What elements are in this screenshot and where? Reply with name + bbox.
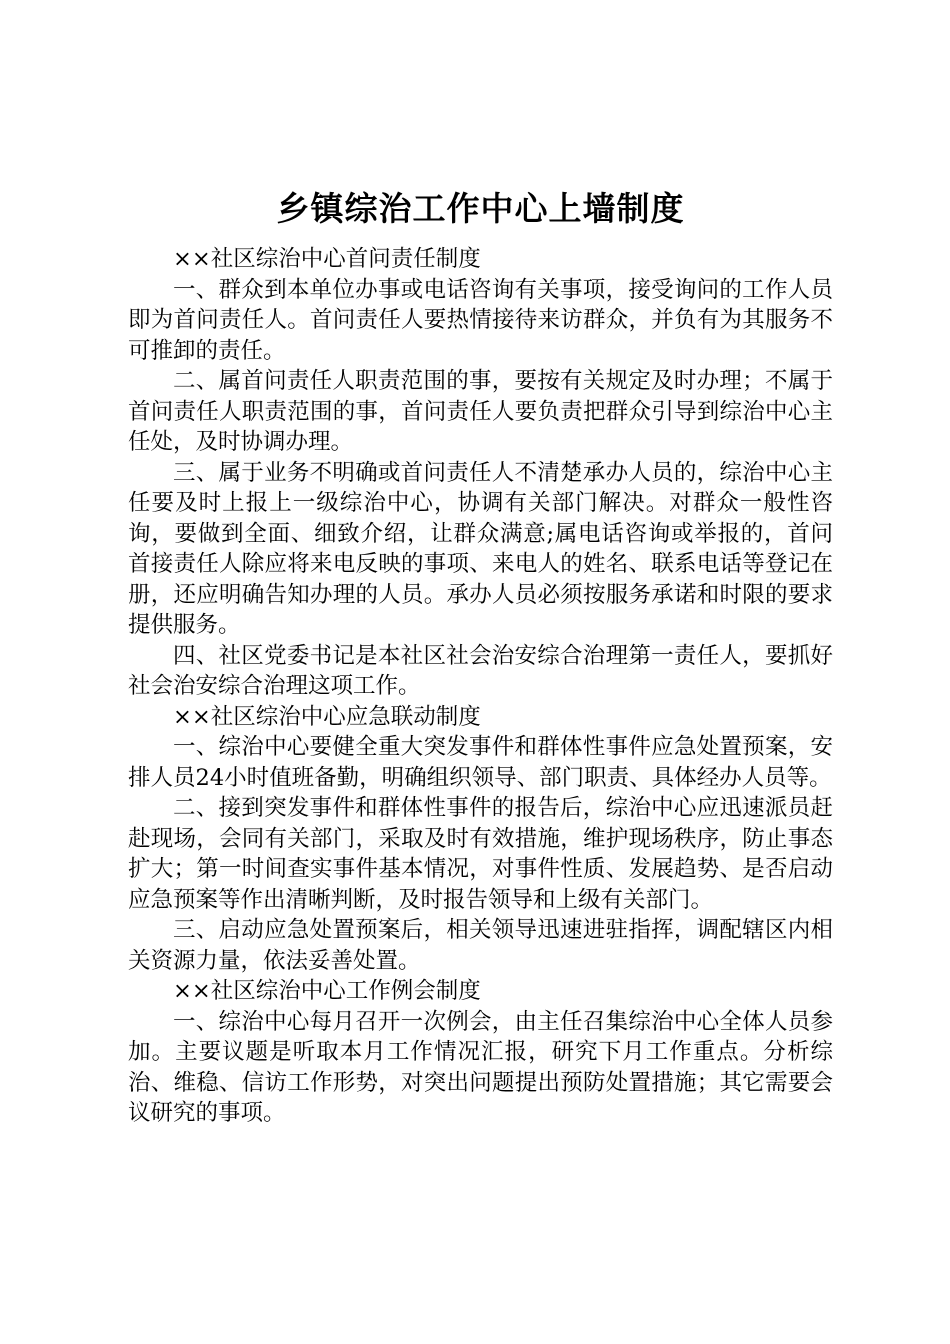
document-title: 乡镇综治工作中心上墙制度 bbox=[276, 189, 685, 228]
section-heading-emergency: ××社区综治中心应急联动制度 bbox=[173, 703, 481, 730]
paragraph: 四、社区党委书记是本社区社会治安综合治理第一责任人，要抓好社会治安综合治理这项工作。 bbox=[128, 642, 833, 699]
paragraph: 三、启动应急处置预案后，相关领导迅速进驻指挥，调配辖区内相关资源力量，依法妥善处置。 bbox=[128, 917, 833, 974]
paragraph: 一、综治中心要健全重大突发事件和群体性事件应急处置预案，安排人员24小时值班备勤，明确组织领导、部门职责、具体经办人员等。 bbox=[128, 734, 833, 791]
section-heading-regular-meeting: ××社区综治中心工作例会制度 bbox=[173, 978, 481, 1004]
paragraph: 二、属首问责任人职责范围的事，要按有关规定及时办理；不属于首问责任人职责范围的事，首问责任人要负责把群众引导到综治中心主任处，及时协调办理。 bbox=[128, 368, 833, 455]
paragraph: 一、综治中心每月召开一次例会，由主任召集综治中心全体人员参加。主要议题是听取本月工作情况汇报，研究下月工作重点。分析综治、维稳、信访工作形势，对突出问题提出预防处置措施；其它需要会议研究的事项。 bbox=[128, 1008, 833, 1126]
section-heading-first-inquiry: ××社区综治中心首问责任制度 bbox=[173, 246, 481, 272]
paragraph: 二、接到突发事件和群体性事件的报告后，综治中心应迅速派员赶赴现场，会同有关部门，采取及时有效措施，维护现场秩序，防止事态扩大；第一时间查实事件基本情况，对事件性质、发展趋势、是否启动应急预案等作出清晰判断，及时报告领导和上级有关部门。 bbox=[128, 795, 833, 913]
document-body bbox=[128, 244, 833, 1129]
document-page bbox=[128, 0, 833, 1129]
paragraph: 一、群众到本单位办事或电话咨询有关事项，接受询问的工作人员即为首问责任人。首问责任人要热情接待来访群众，并负有为其服务不可推卸的责任。 bbox=[128, 276, 833, 364]
paragraph: 三、属于业务不明确或首问责任人不清楚承办人员的，综治中心主任要及时上报上一级综治中心，协调有关部门解决。对群众一般性咨询，要做到全面、细致介绍，让群众满意;属电话咨询或举报的，首问首接责任人除应将来电反映的事项、来电人的姓名、联系电话等登记在册，还应明确告知办理的人员。承办人员必须按服务承诺和时限的要求提供服务。 bbox=[128, 459, 833, 638]
